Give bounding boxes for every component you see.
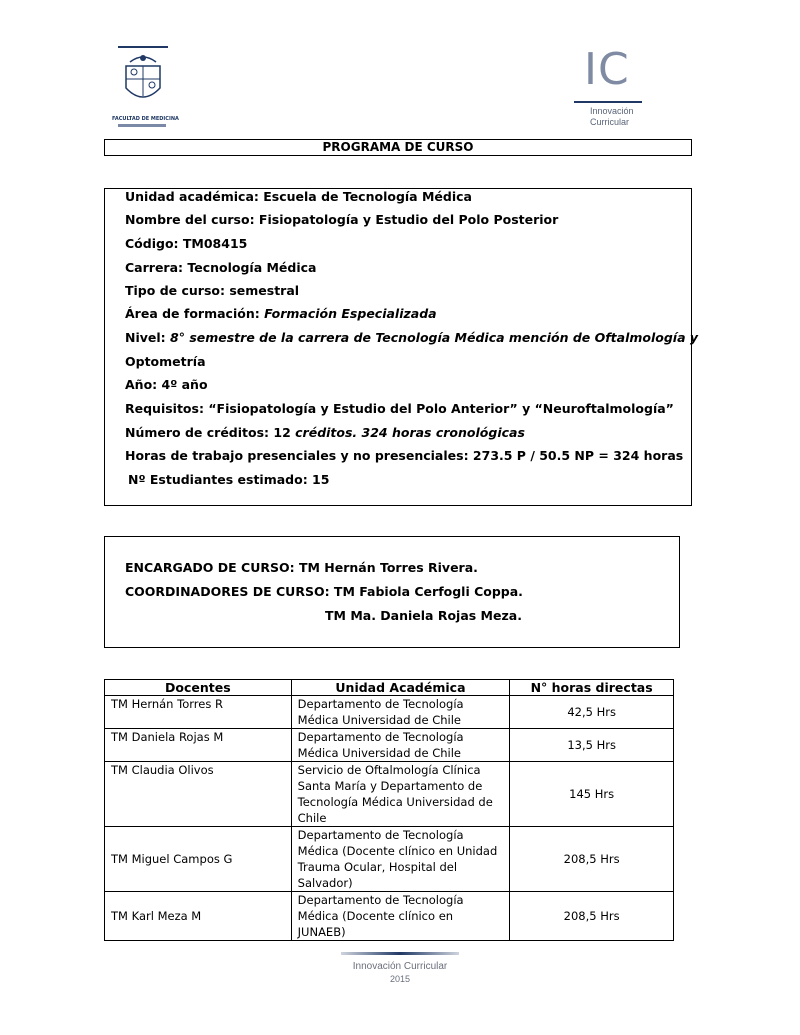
estudiantes-estimado: Nº Estudiantes estimado: 15 (128, 472, 330, 487)
footer-line1: Innovación Curricular (352, 961, 448, 972)
footer (330, 952, 470, 984)
area-formacion-value: Formación Especializada (264, 306, 437, 321)
table-row (105, 696, 674, 729)
nivel-value-cont: Optometría (125, 354, 206, 369)
anio: Año: 4º año (125, 377, 208, 392)
codigo: Código: TM08415 (125, 236, 248, 251)
ic-logo-line2: Curricular (590, 117, 630, 127)
header-docentes: Docentes (105, 680, 292, 696)
horas-cell: 42,5 Hrs (510, 696, 674, 729)
coordinadores-curso: COORDINADORES DE CURSO: TM Fabiola Cerfogli Coppa. (125, 584, 523, 599)
docente-cell: TM Daniela Rojas M (105, 729, 292, 762)
tipo-curso: Tipo de curso: semestral (125, 283, 300, 298)
ic-logo-mark: IC (584, 44, 630, 95)
nivel (125, 330, 699, 345)
docente-cell: TM Karl Meza M (105, 892, 292, 941)
course-info-box (104, 188, 699, 506)
docente-cell: TM Miguel Campos G (105, 827, 292, 892)
requisitos: Requisitos: “Fisiopatología y Estudio del Polo Anterior” y “Neuroftalmología” (125, 401, 674, 416)
unidad-cell: Departamento de Tecnología Médica Universidad de Chile (291, 729, 510, 762)
faculty-logo-label: FACULTAD DE MEDICINA (112, 116, 179, 122)
nombre-curso: Nombre del curso: Fisiopatología y Estudio del Polo Posterior (125, 212, 559, 227)
unidad-cell: Departamento de Tecnología Médica Universidad de Chile (291, 696, 510, 729)
horas-cell: 208,5 Hrs (510, 892, 674, 941)
unidad-academica: Unidad académica: Escuela de Tecnología Médica (125, 189, 472, 204)
table-header-row (105, 680, 674, 696)
creditos (125, 425, 525, 440)
header-horas: N° horas directas (510, 680, 674, 696)
table-row (105, 892, 674, 941)
table-row (105, 762, 674, 827)
encargado-curso: ENCARGADO DE CURSO: TM Hernán Torres Rivera. (125, 560, 478, 575)
faculty-logo (112, 46, 179, 134)
table-row (105, 827, 674, 892)
table-row (105, 729, 674, 762)
area-formacion (125, 306, 437, 321)
docente-cell: TM Claudia Olivos (105, 762, 292, 827)
horas-trabajo: Horas de trabajo presenciales y no presenciales: 273.5 P / 50.5 NP = 324 horas (125, 448, 684, 463)
horas-cell: 145 Hrs (510, 762, 674, 827)
coordinador-2: TM Ma. Daniela Rojas Meza. (325, 608, 522, 623)
page-title: PROGRAMA DE CURSO (104, 139, 692, 156)
ic-logo-line1: Innovación (590, 106, 634, 116)
unidad-cell: Servicio de Oftalmología Clínica Santa María y Departamento de Tecnología Médica Universidad de Chile (291, 762, 510, 827)
creditos-label: Número de créditos: 12 (125, 425, 291, 440)
nivel-value: 8° semestre de la carrera de Tecnología Médica mención de Oftalmología y (170, 330, 699, 345)
unidad-cell: Departamento de Tecnología Médica (Docente clínico en Unidad Trauma Ocular, Hospital del Salvador) (291, 827, 510, 892)
creditos-value: créditos. 324 horas cronológicas (295, 425, 525, 440)
area-formacion-label: Área de formación: (125, 306, 260, 321)
encargado-box (104, 536, 680, 648)
docente-cell: TM Hernán Torres R (105, 696, 292, 729)
crest-icon (122, 52, 164, 106)
docentes-table (104, 679, 674, 941)
unidad-cell: Departamento de Tecnología Médica (Docente clínico en JUNAEB) (291, 892, 510, 941)
horas-cell: 208,5 Hrs (510, 827, 674, 892)
header-unidad: Unidad Académica (291, 680, 510, 696)
footer-year: 2015 (389, 974, 411, 984)
nivel-label: Nivel: (125, 330, 166, 345)
horas-cell: 13,5 Hrs (510, 729, 674, 762)
ic-logo (574, 44, 646, 130)
carrera: Carrera: Tecnología Médica (125, 260, 317, 275)
